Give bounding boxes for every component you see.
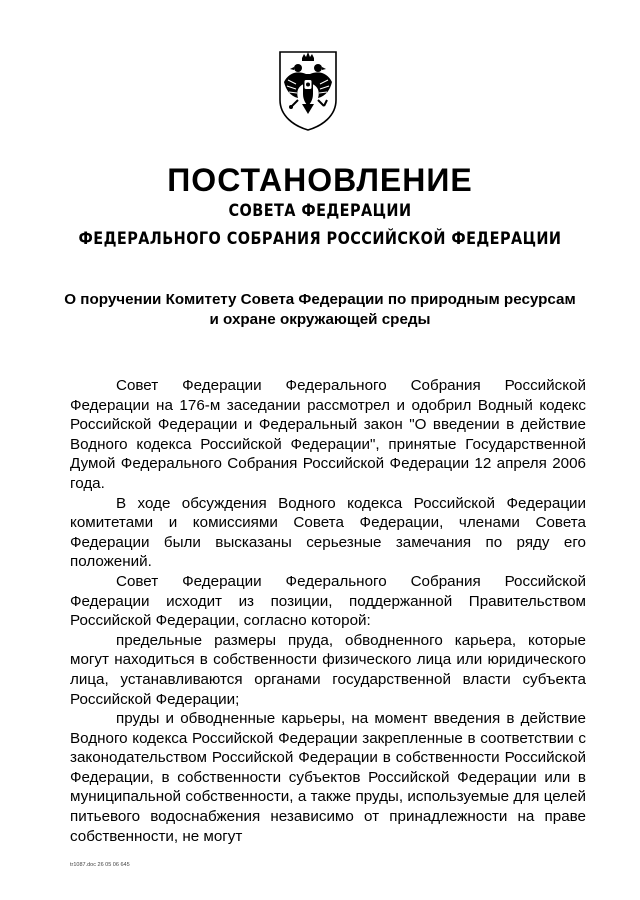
body-paragraph-2: В ходе обсуждения Водного кодекса Российской Федерации комитетами и комиссиями Совета Федерации, членами Совета Федерации были высказаны серьезные замечания по ряду его положений. xyxy=(70,494,586,571)
body-paragraph-3: Совет Федерации Федерального Собрания Российской Федерации исходит из позиции, поддержанной Правительством Российской Федерации, согласно которой: xyxy=(70,572,586,630)
body-paragraph-4: предельные размеры пруда, обводненного карьера, которые могут находиться в собственности физического лица или юридического лица, устанавливаются органами государственной власти субъекта Российской Федерации; xyxy=(70,631,586,708)
body-paragraph-5: пруды и обводненные карьеры, на момент введения в действие Водного кодекса Российской Федерации закрепленные в соответствии с законодательством Российской Федерации в собственности Российской Федерации, в собственности субъектов Российской Федерации или в муниципальной собственности, а также пруды, используемые для целей питьевого водоснабжения независимо от принадлежности на праве собственности, не могут xyxy=(70,710,586,845)
issuer-line-2: ФЕДЕРАЛЬНОГО СОБРАНИЯ РОССИЙСКОЙ ФЕДЕРАЦИИ xyxy=(78,229,562,249)
body-paragraph-1: Совет Федерации Федерального Собрания Российской Федерации на 176-м заседании рассмотрел и одобрил Водный кодекс Российской Федерации и Федеральный закон "О введении в действие Водного кодекса Российской Федерации", принятые Государственной Думой Федерального Собрания Российской Федерации 12 апреля 2006 года. xyxy=(70,377,586,492)
document-title: ПОСТАНОВЛЕНИЕ xyxy=(167,162,473,198)
document-body xyxy=(70,376,586,846)
footer-file-code: tr1087.doc 26 05 06 645 xyxy=(70,862,130,868)
state-emblem-icon xyxy=(276,48,340,132)
subject-line-2: и охране окружающей среды xyxy=(209,311,431,328)
issuer-line-1: СОВЕТА ФЕДЕРАЦИИ xyxy=(228,201,412,221)
document-subject xyxy=(40,290,600,330)
subject-line-1: О поручении Комитету Совета Федерации по природным ресурсам xyxy=(64,291,576,308)
